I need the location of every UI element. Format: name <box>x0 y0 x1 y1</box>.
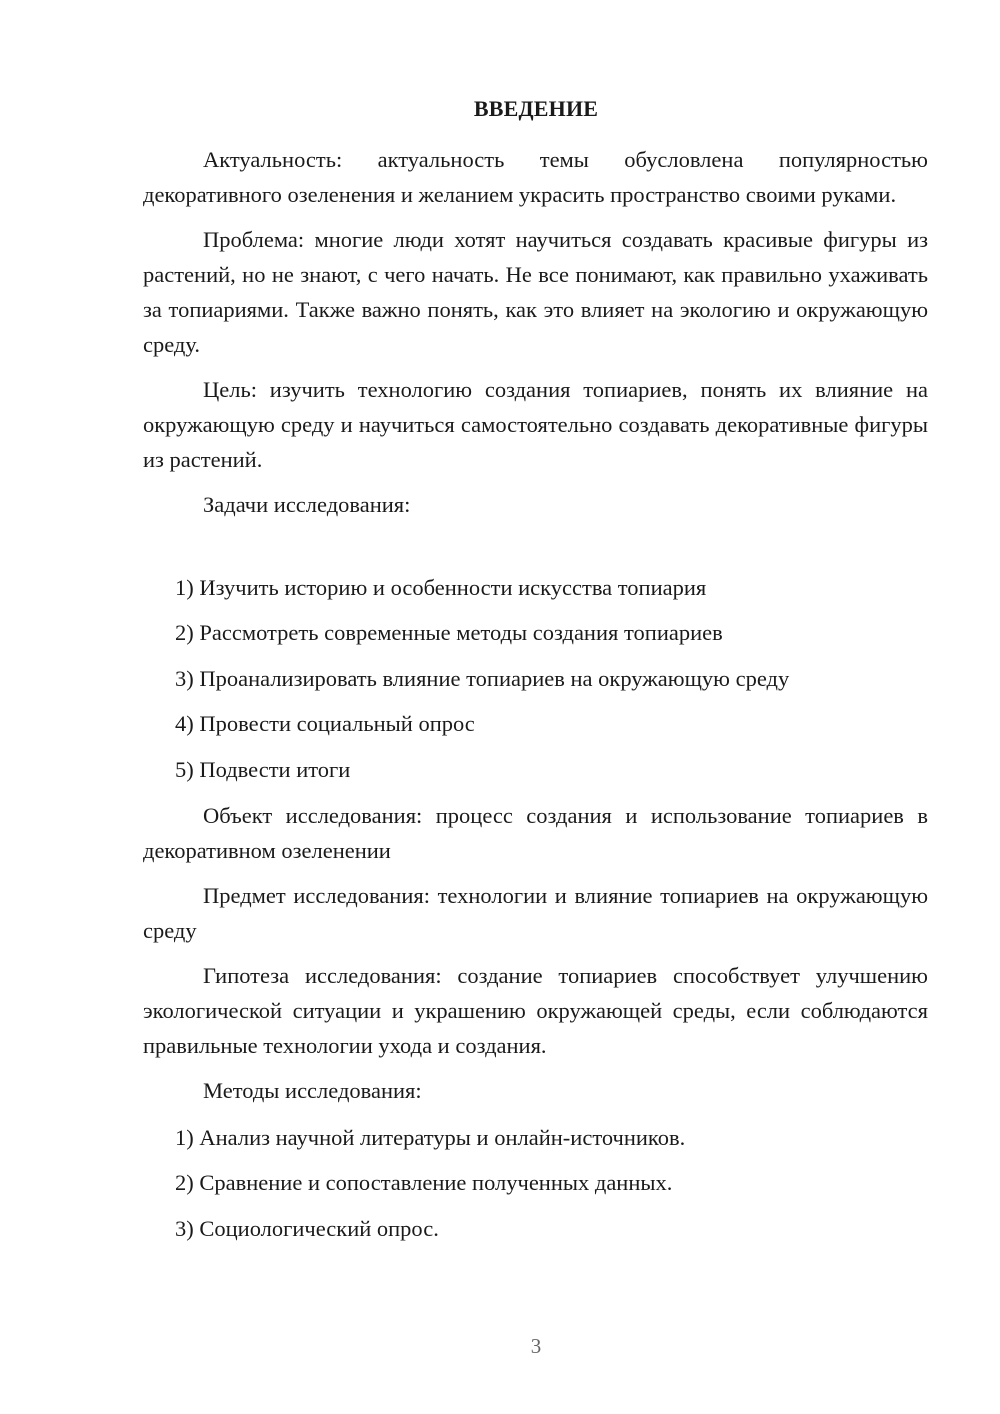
paragraph-subject: Предмет исследования: технологии и влияние топиариев на окружающую среду <box>143 883 928 943</box>
methods-heading: Методы исследования: <box>203 1078 422 1103</box>
task-item: 3) Проанализировать влияние топиариев на окружающую среду <box>175 666 790 691</box>
method-item: 3) Социологический опрос. <box>175 1216 439 1241</box>
page-title: ВВЕДЕНИЕ <box>473 96 599 121</box>
paragraph-hypothesis: Гипотеза исследования: создание топиариев способствует улучшению экологической ситуации и украшению окружающей среды, если соблюдаются правильные технологии ухода и создания. <box>143 963 928 1058</box>
method-item: 1) Анализ научной литературы и онлайн-источников. <box>175 1125 686 1150</box>
task-item: 4) Провести социальный опрос <box>175 711 475 736</box>
tasks-heading: Задачи исследования: <box>203 492 411 517</box>
task-item: 5) Подвести итоги <box>175 757 351 782</box>
method-item: 2) Сравнение и сопоставление полученных данных. <box>175 1170 673 1195</box>
task-item: 2) Рассмотреть современные методы создания топиариев <box>175 620 723 645</box>
paragraph-object: Объект исследования: процесс создания и использование топиариев в декоративном озеленении <box>143 803 928 863</box>
intro-block-bottom <box>143 798 928 1118</box>
intro-block-top <box>143 142 928 532</box>
page-number: 3 <box>530 1334 542 1358</box>
paragraph-goal: Цель: изучить технологию создания топиариев, понять их влияние на окружающую среду и научиться самостоятельно создавать декоративные фигуры из растений. <box>143 377 928 472</box>
task-item: 1) Изучить историю и особенности искусства топиария <box>175 575 707 600</box>
paragraph-problem: Проблема: многие люди хотят научиться создавать красивые фигуры из растений, но не знают, с чего начать. Не все понимают, как правильно ухаживать за топиариями. Также важно понять, как это влияет на экологию и окружающую среду. <box>143 227 928 357</box>
paragraph-relevance: Актуальность: актуальность темы обусловлена популярностью декоративного озеленения и желанием украсить пространство своими руками. <box>143 147 928 207</box>
